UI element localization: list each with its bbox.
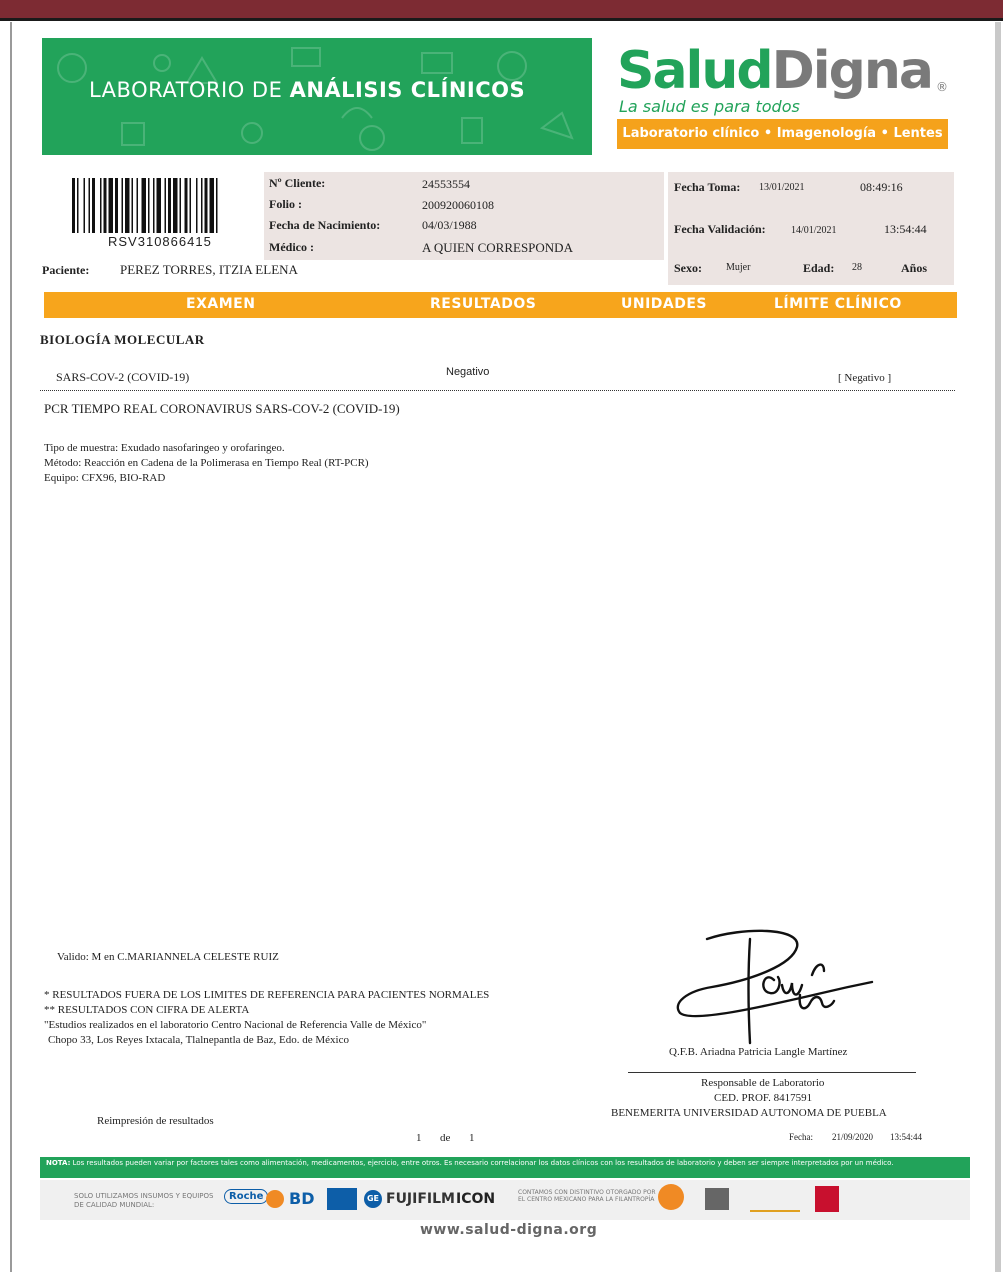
cliente-label: Nº Cliente:: [269, 176, 326, 190]
edad-unit: Años: [901, 261, 928, 275]
page-current: 1: [416, 1132, 422, 1144]
print-date-label: Fecha:: [789, 1132, 813, 1142]
column-unidades: UNIDADES: [621, 296, 708, 312]
folio-value: 200920060108: [422, 198, 494, 212]
icon-logo: ICON: [456, 1191, 496, 1207]
print-date: 21/09/2020: [832, 1132, 874, 1142]
note-alert: ** RESULTADOS CON CIFRA DE ALERTA: [44, 1004, 250, 1016]
test-limit: [ Negativo ]: [838, 372, 892, 384]
note-out-of-range: * RESULTADOS FUERA DE LOS LIMITES DE REFERENCIA PARA PACIENTES NORMALES: [44, 989, 490, 1001]
fecha-validacion-date: 14/01/2021: [791, 225, 837, 236]
insumos-text: SOLO UTILIZAMOS INSUMOS Y EQUIPOS DE CALIDAD MUNDIAL:: [74, 1192, 214, 1209]
cliente-value: 24553554: [422, 177, 470, 191]
salud-digna-logo: SaludDigna: [617, 41, 932, 101]
signature-line: [628, 1072, 916, 1073]
sample-type: Tipo de muestra: Exudado nasofaringeo y orofaringeo.: [44, 442, 285, 454]
fecha-validacion-label: Fecha Validación:: [674, 222, 766, 236]
signature-image: [672, 925, 882, 1050]
website-url: www.salud-digna.org: [420, 1222, 598, 1238]
top-bar: [0, 0, 1003, 18]
fujifilm-logo: FUJIFILM: [386, 1191, 455, 1207]
edad-label: Edad:: [803, 261, 835, 275]
print-time: 13:54:44: [890, 1132, 923, 1142]
edad-value: 28: [852, 262, 862, 273]
page-of: de: [440, 1132, 451, 1144]
fecha-toma-time: 08:49:16: [860, 180, 903, 194]
bd-icon: [266, 1190, 284, 1208]
top-bar-border: [0, 18, 1003, 21]
column-resultados: RESULTADOS: [430, 296, 537, 312]
barcode: [72, 178, 240, 233]
sexo-value: Mujer: [726, 262, 751, 273]
paciente-value: PEREZ TORRES, ITZIA ELENA: [120, 262, 298, 277]
note-address: Chopo 33, Los Reyes Ixtacala, Tlalnepantla de Baz, Edo. de México: [48, 1034, 349, 1046]
signer-university: BENEMERITA UNIVERSIDAD AUTONOMA DE PUEBLA: [611, 1107, 887, 1119]
barcode-number: RSV310866415: [108, 234, 212, 249]
distintivo-text: CONTAMOS CON DISTINTIVO OTORGADO POR EL CENTRO MEXICANO PARA LA FILANTROPÍA: [518, 1189, 656, 1203]
disclaimer-bar: NOTA: Los resultados pueden variar por factores tales como alimentación, medicamentos, ejercicio, entre otros. Es necesario correlacionar los datos clínicos con los resultados de laboratorio y deben ser siempre interpretados por un médico.: [40, 1157, 970, 1178]
banner-title: LABORATORIO DE ANÁLISIS CLÍNICOS: [89, 78, 526, 102]
quality-seal-icon: [750, 1188, 800, 1212]
lab-banner: [42, 38, 592, 155]
esr-seal-icon: [705, 1188, 729, 1210]
column-examen: EXAMEN: [186, 296, 256, 312]
sexo-label: Sexo:: [674, 261, 702, 275]
award-seal-icon: [658, 1184, 684, 1210]
page-total: 1: [469, 1132, 475, 1144]
folio-label: Folio :: [269, 197, 302, 211]
medico-value: A QUIEN CORRESPONDA: [422, 240, 573, 255]
signer-name: Q.F.B. Ariadna Patricia Langle Martínez: [669, 1046, 848, 1058]
certification-seal-icon: [815, 1186, 839, 1212]
roche-logo: Roche: [224, 1189, 268, 1204]
signer-role: Responsable de Laboratorio: [701, 1077, 825, 1089]
results-divider: [40, 390, 955, 391]
bd-logo: BD: [289, 1189, 315, 1208]
reprint-note: Reimpresión de resultados: [97, 1115, 214, 1127]
fecha-toma-label: Fecha Toma:: [674, 180, 741, 194]
test-equipment: Equipo: CFX96, BIO-RAD: [44, 472, 166, 484]
test-result: Negativo: [446, 366, 490, 378]
nacimiento-value: 04/03/1988: [422, 218, 477, 232]
note-lab-location: "Estudios realizados en el laboratorio Centro Nacional de Referencia Valle de México": [44, 1019, 427, 1031]
column-limite-clinico: LÍMITE CLÍNICO: [774, 296, 902, 312]
validated-by: Valido: M en C.MARIANNELA CELESTE RUIZ: [57, 951, 279, 963]
dealer-logo-icon: [327, 1188, 357, 1210]
signer-cedula: CED. PROF. 8417591: [714, 1092, 813, 1104]
medico-label: Médico :: [269, 240, 314, 254]
section-title: BIOLOGÍA MOLECULAR: [40, 332, 205, 347]
nacimiento-label: Fecha de Nacimiento:: [269, 218, 381, 232]
ge-logo: GE: [364, 1190, 382, 1208]
paciente-label: Paciente:: [42, 263, 90, 277]
logo-tagline: La salud es para todos: [619, 97, 800, 116]
fecha-toma-date: 13/01/2021: [759, 182, 805, 193]
test-method: Método: Reacción en Cadena de la Polimerasa en Tiempo Real (RT-PCR): [44, 457, 369, 469]
registered-mark: ®: [936, 80, 948, 94]
method-title: PCR TIEMPO REAL CORONAVIRUS SARS-COV-2 (COVID-19): [44, 401, 400, 416]
test-name: SARS-COV-2 (COVID-19): [56, 370, 190, 384]
fecha-validacion-time: 13:54:44: [884, 222, 927, 236]
services-strip: Laboratorio clínico • Imagenología • Lentes: [617, 119, 948, 149]
